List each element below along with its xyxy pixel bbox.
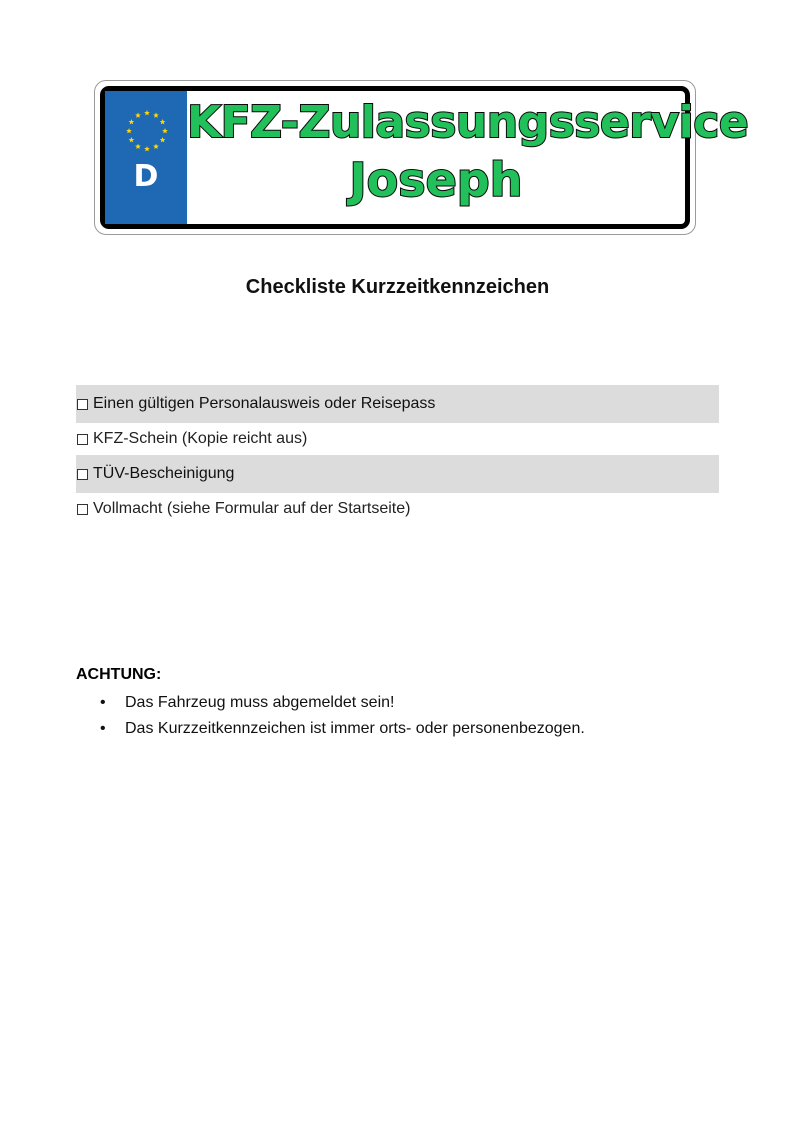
plate-text — [187, 91, 749, 224]
checklist — [76, 385, 719, 525]
eu-stars-icon — [125, 109, 169, 153]
eu-star-icon — [126, 128, 132, 133]
checklist-item-label: TÜV-Bescheinigung — [93, 465, 235, 482]
warning-heading: ACHTUNG: — [76, 666, 162, 683]
checkbox-icon — [77, 504, 88, 515]
eu-star-icon — [144, 110, 150, 115]
checklist-item — [76, 385, 719, 423]
eu-star-icon — [135, 144, 141, 149]
checklist-item-label: Einen gültigen Personalausweis oder Reisepass — [93, 395, 436, 412]
eu-star-icon — [144, 146, 150, 151]
eu-star-icon — [153, 112, 159, 117]
eu-star-icon — [160, 119, 166, 124]
eu-band — [105, 91, 187, 224]
eu-star-icon — [162, 128, 168, 133]
eu-star-icon — [129, 119, 135, 124]
warning-item — [76, 693, 585, 719]
warning-item-text: Das Kurzzeitkennzeichen ist immer orts- oder personenbezogen. — [125, 720, 585, 737]
checklist-item — [76, 423, 719, 455]
license-plate-logo — [94, 80, 749, 235]
eu-star-icon — [153, 144, 159, 149]
eu-star-icon — [135, 112, 141, 117]
checklist-item — [76, 493, 719, 525]
company-name-line2: Joseph — [349, 153, 523, 207]
checkbox-icon — [77, 469, 88, 480]
checklist-item-label: Vollmacht (siehe Formular auf der Startseite) — [93, 500, 411, 517]
country-code: D — [133, 159, 159, 194]
checkbox-icon — [77, 434, 88, 445]
company-name-line1: KFZ-Zulassungsservice — [187, 97, 749, 148]
license-plate-frame — [100, 86, 749, 229]
checklist-item-label: KFZ-Schein (Kopie reicht aus) — [93, 430, 308, 447]
warning-item — [76, 719, 585, 745]
eu-star-icon — [129, 137, 135, 142]
checklist-item — [76, 455, 719, 493]
warning-item-text: Das Fahrzeug muss abgemeldet sein! — [125, 694, 395, 711]
page-title: Checkliste Kurzzeitkennzeichen — [245, 276, 550, 298]
warning-list — [76, 693, 585, 745]
eu-star-icon — [160, 137, 166, 142]
checkbox-icon — [77, 399, 88, 410]
bullet-icon: • — [100, 720, 106, 737]
bullet-icon: • — [100, 694, 106, 711]
